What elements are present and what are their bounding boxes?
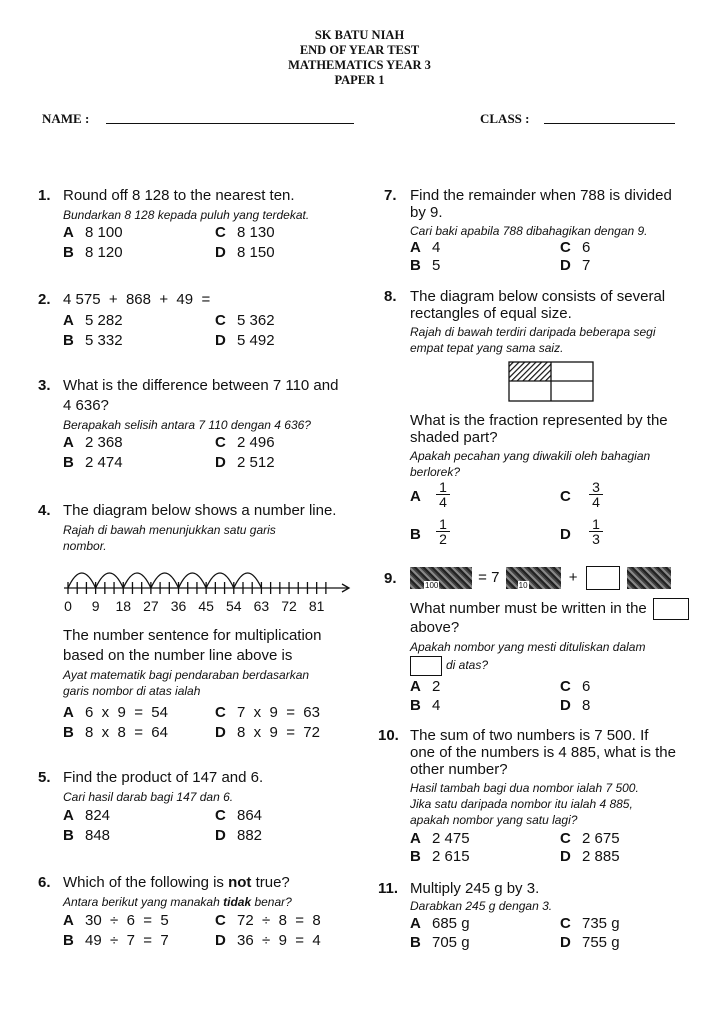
question-text-malay: Bundarkan 8 128 kepada puluh yang terdekat. — [63, 208, 310, 222]
option-c[interactable]: C 6 — [560, 239, 591, 256]
number-line-hop-arc — [179, 573, 207, 588]
option-d[interactable]: D 5 492 — [215, 332, 275, 349]
question-text-malay: Apakah pecahan yang diwakili oleh bahagian — [410, 449, 651, 463]
fraction-d: $\frac{1}{3}$ — [589, 517, 603, 546]
question-text: Find the remainder when 788 is divided — [410, 187, 672, 204]
question-4 — [38, 502, 348, 747]
number-line-label: 54 — [225, 598, 242, 614]
option-c[interactable]: C 2 496 — [215, 434, 275, 451]
number-line-hop-arc — [123, 573, 151, 588]
option-a[interactable]: A 685 g — [410, 915, 470, 932]
option-a[interactable]: A 2 475 — [410, 830, 470, 847]
plus-sign: + — [568, 568, 578, 586]
option-a[interactable]: A — [410, 488, 421, 505]
question-text: What is the difference between 7 110 and — [63, 377, 339, 394]
question-5 — [38, 769, 348, 849]
number-line-label: 0 — [64, 598, 72, 614]
question-text: The diagram below consists of several — [410, 288, 666, 305]
question-text-malay: Hasil tambah bagi dua nombor ialah 7 500. — [410, 781, 639, 795]
question-text-malay: garis nombor di atas ialah — [63, 684, 201, 698]
tens-block: 10 — [506, 567, 561, 589]
number-line-hop-arc — [206, 573, 234, 588]
question-2 — [38, 291, 348, 353]
question-text: other number? — [410, 761, 508, 778]
question-number: 4. — [38, 502, 51, 519]
option-b[interactable]: B 49 ÷ 7 = 7 — [63, 932, 169, 949]
option-d[interactable]: D — [560, 526, 571, 543]
number-line-label: 36 — [170, 598, 187, 614]
question-10 — [378, 727, 694, 867]
answer-box-ref — [410, 656, 442, 676]
question-text: one of the numbers is 4 885, what is the — [410, 744, 676, 761]
question-text: by 9. — [410, 204, 443, 221]
option-b[interactable]: B 4 — [410, 697, 441, 714]
number-line-labels — [58, 598, 358, 616]
question-8 — [384, 288, 694, 553]
question-text-malay: di atas? — [410, 656, 488, 676]
option-a[interactable]: A 824 — [63, 807, 111, 824]
ones-block — [627, 567, 671, 589]
number-line-hop-arc — [234, 573, 262, 588]
option-b[interactable]: B 2 615 — [410, 848, 470, 865]
question-7 — [384, 187, 694, 277]
question-text: rectangles of equal size. — [410, 305, 572, 322]
question-text: above? — [410, 619, 460, 636]
option-d[interactable]: D 2 512 — [215, 454, 275, 471]
question-text-malay: Darabkan 245 g dengan 3. — [410, 899, 553, 913]
number-line-hop-arc — [68, 573, 96, 588]
number-line-label: 18 — [115, 598, 132, 614]
question-text: shaded part? — [410, 429, 498, 446]
question-number: 6. — [38, 874, 51, 891]
class-label: CLASS : — [480, 111, 530, 126]
option-c[interactable]: C 7 x 9 = 63 — [215, 704, 320, 721]
fraction-a: $\frac{1}{4}$ — [436, 480, 450, 509]
number-line-label: 27 — [143, 598, 159, 614]
option-d[interactable]: D 8 x 9 = 72 — [215, 724, 320, 741]
question-number: 3. — [38, 377, 51, 394]
question-1 — [38, 187, 348, 267]
question-6 — [38, 874, 348, 954]
option-d[interactable]: D 755 g — [560, 934, 620, 951]
question-text: The diagram below shows a number line. — [63, 502, 337, 519]
question-text-malay: Jika satu daripada nombor itu ialah 4 885, — [410, 797, 633, 811]
equals-seven: = 7 — [478, 568, 500, 586]
equation — [410, 566, 671, 590]
option-c[interactable]: C — [560, 488, 571, 505]
question-text: 4 575 + 868 + 49 = — [63, 291, 211, 308]
option-a[interactable]: A 2 — [410, 678, 441, 695]
question-9 — [384, 566, 694, 718]
option-d[interactable]: D 7 — [560, 257, 591, 274]
question-text-malay: berlorek? — [410, 465, 461, 479]
number-line-label: 45 — [198, 598, 214, 614]
question-number: 8. — [384, 288, 397, 305]
option-c[interactable]: C 8 130 — [215, 224, 275, 241]
option-a[interactable]: A 4 — [410, 239, 441, 256]
question-text: The number sentence for multiplication — [63, 627, 322, 644]
question-text: What number must be written in the — [410, 598, 689, 620]
fraction-b: $\frac{1}{2}$ — [436, 517, 450, 546]
question-text-malay: Apakah nombor yang mesti dituliskan dalam — [410, 640, 646, 654]
class-field[interactable] — [544, 123, 675, 124]
fraction-c: $\frac{3}{4}$ — [589, 480, 603, 509]
question-11 — [378, 880, 694, 955]
option-b[interactable]: B 848 — [63, 827, 111, 844]
question-text: Round off 8 128 to the nearest ten. — [63, 187, 295, 204]
question-text-malay: Cari baki apabila 788 dibahagikan dengan 9. — [410, 224, 648, 238]
option-d[interactable]: D 8 — [560, 697, 591, 714]
school-name: SK BATU NIAH — [314, 28, 405, 42]
option-a[interactable]: A 30 ÷ 6 = 5 — [63, 912, 169, 929]
option-c[interactable]: C 6 — [560, 678, 591, 695]
question-number: 5. — [38, 769, 51, 786]
question-text: Find the product of 147 and 6. — [63, 769, 264, 786]
question-text-malay: Rajah di bawah menunjukkan satu garis — [63, 523, 276, 537]
test-title: END OF YEAR TEST — [299, 43, 420, 57]
question-text-malay: Antara berikut yang manakah tidak benar? — [63, 895, 292, 909]
question-text: 4 636? — [63, 397, 109, 414]
answer-box-ref — [653, 598, 689, 620]
hundreds-block: 100 — [410, 567, 472, 589]
option-a[interactable]: A 6 x 9 = 54 — [63, 704, 168, 721]
question-number: 10. — [378, 727, 399, 744]
question-text: Multiply 245 g by 3. — [410, 880, 540, 897]
number-line-hop-arc — [151, 573, 179, 588]
number-line-hop-arc — [96, 573, 124, 588]
option-b[interactable]: B 705 g — [410, 934, 470, 951]
option-c[interactable]: C 5 362 — [215, 312, 275, 329]
question-3 — [38, 377, 348, 477]
option-c[interactable]: C 735 g — [560, 915, 620, 932]
paper-title: PAPER 1 — [334, 73, 385, 87]
option-d[interactable]: D 8 150 — [215, 244, 275, 261]
question-text-malay: apakah nombor yang satu lagi? — [410, 813, 578, 827]
option-c[interactable]: C 864 — [215, 807, 263, 824]
option-b[interactable]: B 5 332 — [63, 332, 123, 349]
answer-box[interactable] — [586, 566, 620, 590]
option-a[interactable]: A 8 100 — [63, 224, 123, 241]
option-d[interactable]: D 882 — [215, 827, 263, 844]
rectangle-grid-diagram — [508, 361, 594, 403]
number-line-label: 9 — [91, 598, 100, 614]
question-number: 2. — [38, 291, 51, 308]
number-line-diagram — [58, 560, 358, 600]
number-line-label: 63 — [253, 598, 270, 614]
option-a[interactable]: A 2 368 — [63, 434, 123, 451]
option-d[interactable]: D 36 ÷ 9 = 4 — [215, 932, 321, 949]
question-text-malay: Cari hasil darab bagi 147 dan 6. — [63, 790, 234, 804]
question-text: Which of the following is not true? — [63, 874, 290, 891]
subject-title: MATHEMATICS YEAR 3 — [288, 58, 431, 72]
option-b[interactable]: B 8 x 8 = 64 — [63, 724, 168, 741]
question-text-malay: Rajah di bawah terdiri daripada beberapa segi — [410, 325, 656, 339]
number-line-label: 81 — [308, 598, 325, 614]
question-text-malay: empat tepat yang sama saiz. — [410, 341, 564, 355]
question-number: 1. — [38, 187, 51, 204]
name-field[interactable] — [106, 123, 354, 124]
name-label: NAME : — [42, 111, 90, 126]
question-text-malay: Ayat matematik bagi pendaraban berdasarkan — [63, 668, 310, 682]
question-text-malay: Berapakah selisih antara 7 110 dengan 4 636? — [63, 418, 311, 432]
question-text: The sum of two numbers is 7 500. If — [410, 727, 649, 744]
number-line-label: 72 — [281, 598, 297, 614]
option-b[interactable]: B 2 474 — [63, 454, 123, 471]
question-text: What is the fraction represented by the — [410, 412, 668, 429]
question-number: 11. — [378, 880, 399, 897]
question-text: based on the number line above is — [63, 647, 293, 664]
option-c[interactable]: C 72 ÷ 8 = 8 — [215, 912, 321, 929]
question-number: 7. — [384, 187, 397, 204]
question-text-malay: nombor. — [63, 539, 107, 553]
option-b[interactable]: B — [410, 526, 421, 543]
option-b[interactable]: B 5 — [410, 257, 441, 274]
option-a[interactable]: A 5 282 — [63, 312, 123, 329]
option-c[interactable]: C 2 675 — [560, 830, 620, 847]
option-d[interactable]: D 2 885 — [560, 848, 620, 865]
option-b[interactable]: B 8 120 — [63, 244, 123, 261]
question-number: 9. — [384, 570, 397, 587]
